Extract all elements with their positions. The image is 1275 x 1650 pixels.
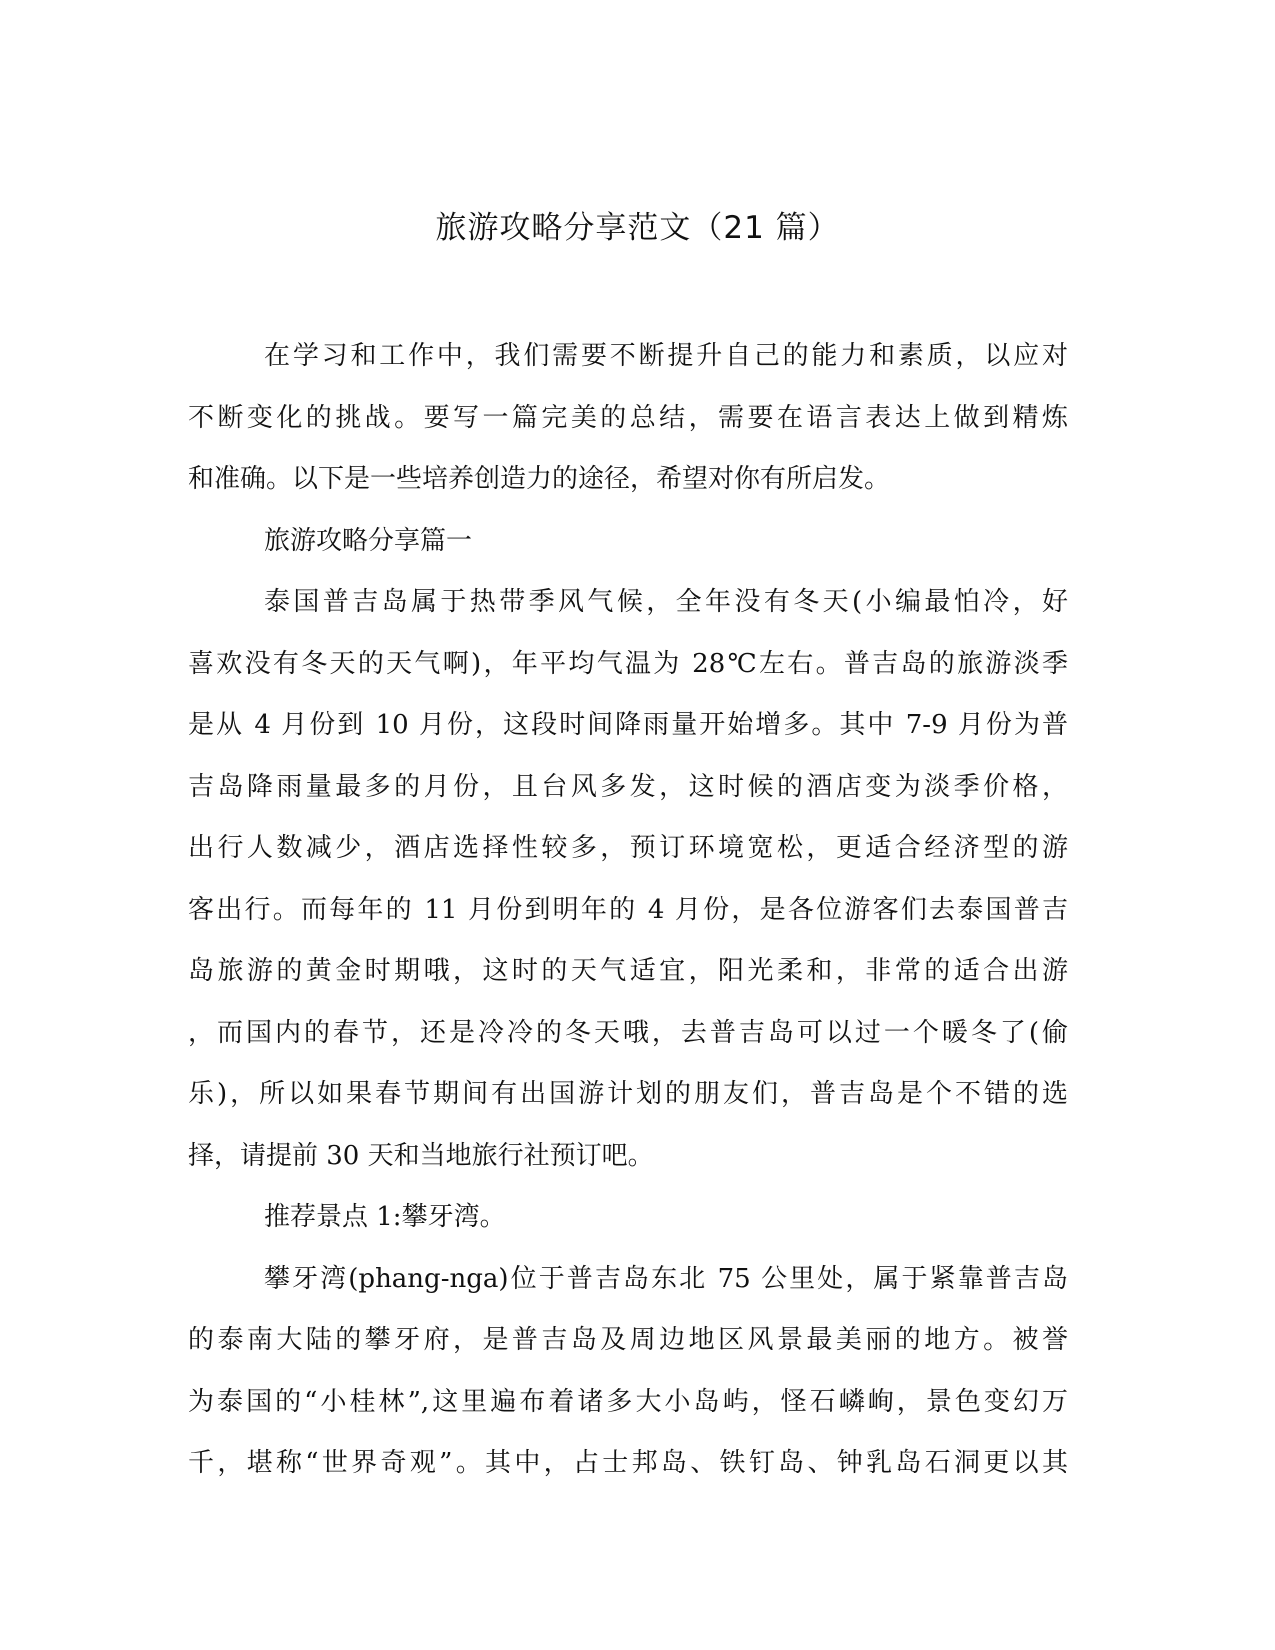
paragraph-line: ，而国内的春节，还是冷冷的冬天哦，去普吉岛可以过一个暖冬了(偷: [188, 1017, 1068, 1048]
paragraph-line: 的泰南大陆的攀牙府，是普吉岛及周边地区风景最美丽的地方。被誉: [188, 1325, 1068, 1355]
paragraph-line: 和准确。以下是一些培养创造力的途径，希望对你有所启发。: [188, 464, 891, 494]
spot-heading: 推荐景点 1:攀牙湾。: [264, 1202, 506, 1232]
paragraph-line: 出行人数减少，酒店选择性较多，预订环境宽松，更适合经济型的游: [188, 833, 1068, 863]
paragraph-line: 在学习和工作中，我们需要不断提升自己的能力和素质，以应对: [264, 341, 1068, 371]
paragraph-line: 乐)，所以如果春节期间有出国游计划的朋友们，普吉岛是个不错的选: [188, 1079, 1068, 1109]
paragraph-line: 泰国普吉岛属于热带季风气候，全年没有冬天(小编最怕冷，好: [264, 587, 1068, 617]
paragraph-line: 岛旅游的黄金时期哦，这时的天气适宜，阳光柔和，非常的适合出游: [188, 956, 1068, 986]
paragraph-line: 客出行。而每年的 11 月份到明年的 4 月份，是各位游客们去泰国普吉: [188, 894, 1068, 925]
paragraph-line: 攀牙湾(phang-nga)位于普吉岛东北 75 公里处，属于紧靠普吉岛: [264, 1263, 1068, 1294]
paragraph-line: 为泰国的“小桂林”,这里遍布着诸多大小岛屿，怪石嶙峋，景色变幻万: [188, 1386, 1068, 1417]
section-heading: 旅游攻略分享篇一: [264, 525, 473, 556]
document-body: [188, 334, 1068, 1503]
paragraph-line: 千，堪称“世界奇观”。其中，占士邦岛、铁钉岛、钟乳岛石洞更以其: [188, 1448, 1068, 1478]
paragraph-line: 是从 4 月份到 10 月份，这段时间降雨量开始增多。其中 7-9 月份为普: [188, 710, 1068, 740]
document-title: 旅游攻略分享范文（21 篇）: [435, 210, 840, 246]
paragraph-line: 吉岛降雨量最多的月份，且台风多发，这时候的酒店变为淡季价格，: [188, 771, 1068, 802]
paragraph-line: 择，请提前 30 天和当地旅行社预订吧。: [188, 1140, 654, 1171]
paragraph-line: 喜欢没有冬天的天气啊)，年平均气温为 28℃左右。普吉岛的旅游淡季: [188, 648, 1068, 679]
paragraph-line: 不断变化的挑战。要写一篇完美的总结，需要在语言表达上做到精炼: [188, 402, 1068, 433]
